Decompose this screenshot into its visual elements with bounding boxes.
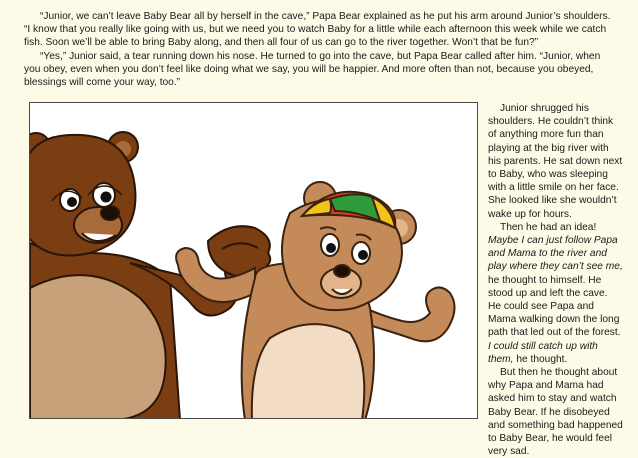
he-thought-text: he thought. <box>516 353 568 365</box>
story-top-text <box>24 10 616 89</box>
catch-up-thought-italic: I could still catch up with them, <box>488 340 598 365</box>
paragraph-had-an-idea <box>488 221 623 366</box>
bears-illustration-svg <box>30 103 478 419</box>
paragraph-junior-shrugged-text: Junior shrugged his shoulders. He couldn’t think of anything more fun than playing at the big river with his parents. He sat down next to Baby, who was sleeping with a little smile on her face. She looked like she wouldn’t wake up for hours. <box>488 103 623 220</box>
bears-illustration <box>29 102 478 419</box>
junior-bear-figure <box>176 182 454 419</box>
idea-thought-italic: Maybe I can just follow Papa and Mama to the river and play where they can’t see me, <box>488 235 623 273</box>
paragraph-junior-shrugged <box>488 102 623 221</box>
paragraph-papa-explains: “Junior, we can’t leave Baby Bear all by herself in the cave,” Papa Bear explained as he put his arm around Junior’s shoulders. “I know that you really like going with us, but we need you to watch Baby for a little while each afternoon this week while we catch fish. Soon we’ll be able to bring Baby along, and then all four of us can go to the river together. Won’t that be fun?” <box>24 11 611 49</box>
idea-text: Then he had an idea! <box>500 221 597 233</box>
paragraph-but-then: But then he thought about why Papa and Mama had asked him to stay and watch Baby Bear. If he disobeyed and something bad happened to Baby Bear, he would feel very sad. <box>488 367 623 458</box>
paragraph-junior-yes: “Yes,” Junior said, a tear running down his nose. He turned to go into the cave, but Papa Bear called after him. “Junior, when you obey, even when you don’t feel like doing what we say, you will be happier. And more often than not, because you obeyed, blessings will come your way, too.” <box>24 50 601 89</box>
papa-bear-figure <box>30 132 270 419</box>
idea-text-continued: he thought to himself. He stood up and left the cave. He could see Papa and Mama walking down the long path that led out of the forest. <box>488 274 621 339</box>
story-side-text <box>488 102 623 458</box>
